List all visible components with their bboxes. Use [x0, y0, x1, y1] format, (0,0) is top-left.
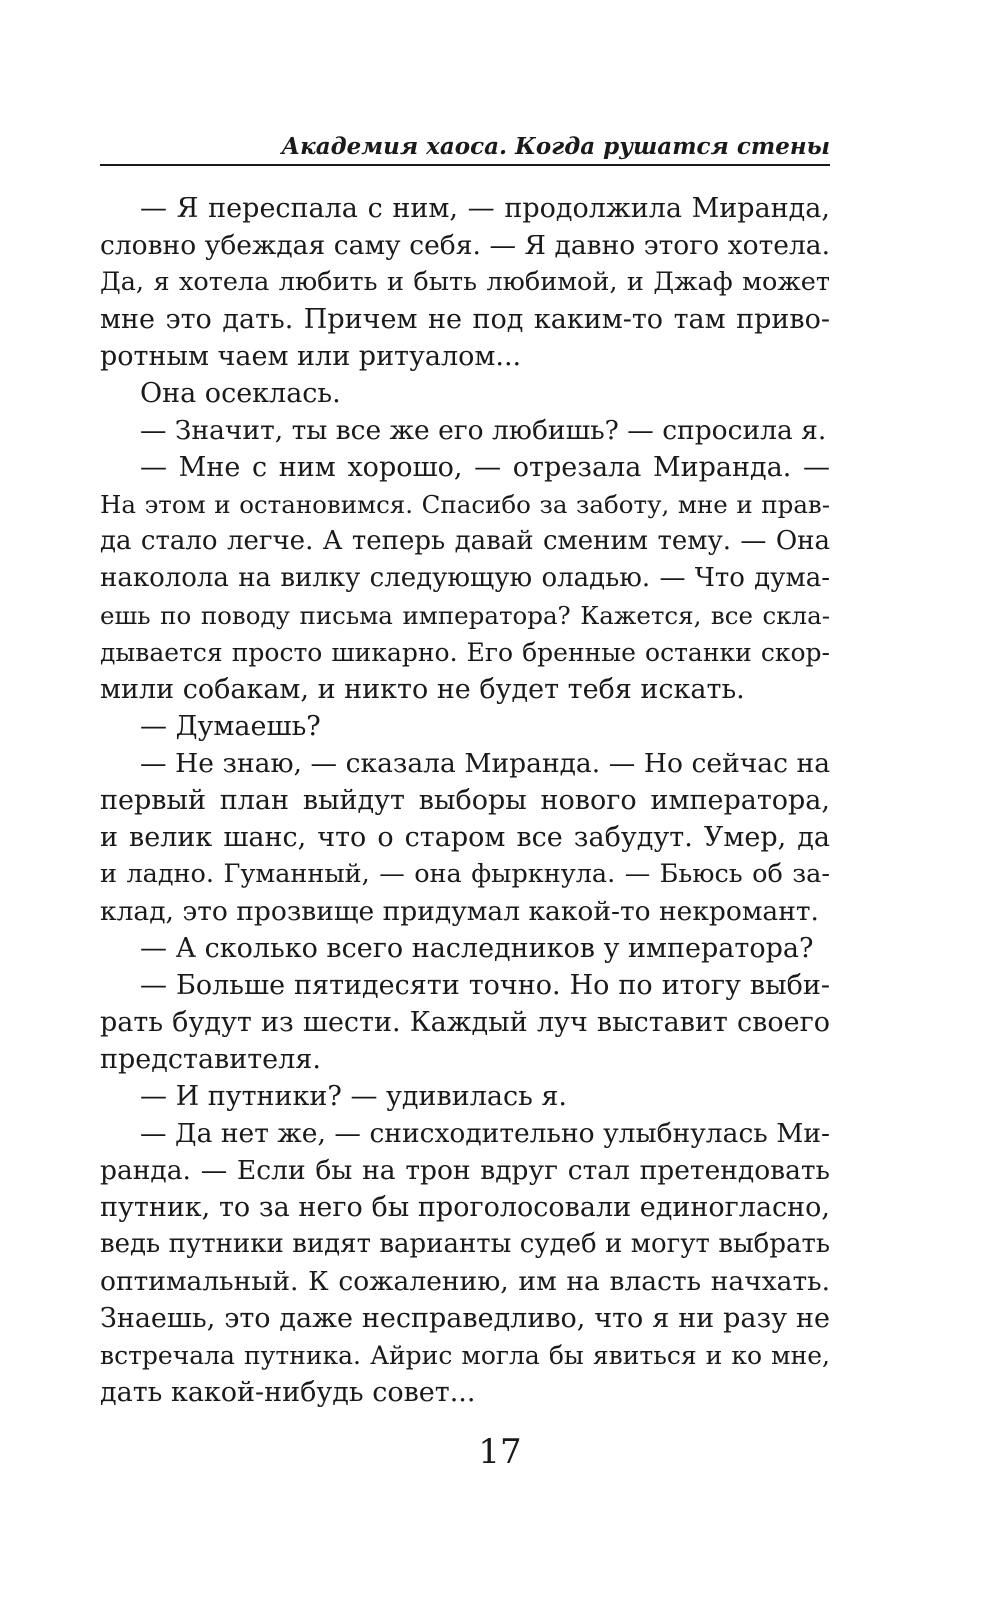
text-line: клад, это прозвище придумал какой-то некромант.: [100, 896, 819, 927]
text-line: дать какой-нибудь совет...: [100, 1377, 476, 1408]
text-line: встречала путника. Айрис могла бы явиться и ко мне,: [100, 1341, 830, 1370]
text-line: Да, я хотела любить и быть любимой, и Джаф может: [100, 267, 830, 297]
page-number: 17: [478, 1432, 522, 1472]
text-line: мили собакам, и никто не будет тебя искать.: [100, 674, 745, 705]
body-text: [100, 190, 830, 1411]
text-line: — А сколько всего наследников у императора?: [140, 933, 814, 964]
text-line: наколола на вилку следующую оладью. — Что дума-: [100, 563, 830, 593]
text-line: да стало легче. А теперь давай сменим тему. — Она: [100, 526, 830, 556]
text-line: и ладно. Гуманный, — она фыркнула. — Бьюсь об за-: [100, 859, 830, 889]
text-line: рать будут из шести. Каждый луч выставит своего: [100, 1007, 830, 1038]
text-line: — И путники? — удивилась я.: [140, 1081, 568, 1112]
book-title: Академия хаоса. Когда рушатся стены: [281, 133, 830, 160]
text-line: путник, то за него бы проголосовали единогласно,: [100, 1192, 830, 1223]
text-line: На этом и остановимся. Спасибо за заботу, мне и прав-: [100, 490, 830, 519]
text-line: — Не знаю, — сказала Миранда. — Но сейчас на: [140, 748, 830, 779]
text-line: — Думаешь?: [140, 711, 321, 742]
text-line: ротным чаем или ритуалом...: [100, 341, 522, 372]
text-line: и велик шанс, что о старом все забудут. Умер, да: [100, 822, 830, 853]
text-line: ешь по поводу письма императора? Кажется, все скла-: [100, 601, 830, 630]
text-line: Она осеклась.: [140, 378, 341, 409]
text-line: первый план выйдут выборы нового императора,: [100, 785, 830, 816]
text-line: словно убеждая саму себя. — Я давно этого хотела.: [100, 230, 830, 261]
text-line: — Мне с ним хорошо, — отрезала Миранда. —: [140, 452, 830, 483]
text-line: — Я переспала с ним, — продолжила Миранда,: [140, 193, 830, 224]
text-line: дывается просто шикарно. Его бренные останки скор-: [100, 638, 830, 667]
text-line: ведь путники видят варианты судеб и могут выбрать: [100, 1229, 830, 1259]
text-line: — Больше пятидесяти точно. Но по итогу выби-: [140, 970, 830, 1001]
text-line: — Да нет же, — снисходительно улыбнулась Ми-: [140, 1118, 830, 1149]
text-line: — Значит, ты все же его любишь? — спросила я.: [140, 415, 827, 446]
text-line: оптимальный. К сожалению, им на власть начхать.: [100, 1266, 830, 1297]
running-header: [100, 128, 830, 166]
text-line: представителя.: [100, 1044, 321, 1075]
text-line: мне это дать. Причем не под каким-то там приво-: [100, 304, 830, 335]
text-line: Знаешь, это даже несправедливо, что я ни разу не: [100, 1303, 830, 1334]
text-line: ранда. — Если бы на трон вдруг стал претендовать: [100, 1155, 830, 1186]
